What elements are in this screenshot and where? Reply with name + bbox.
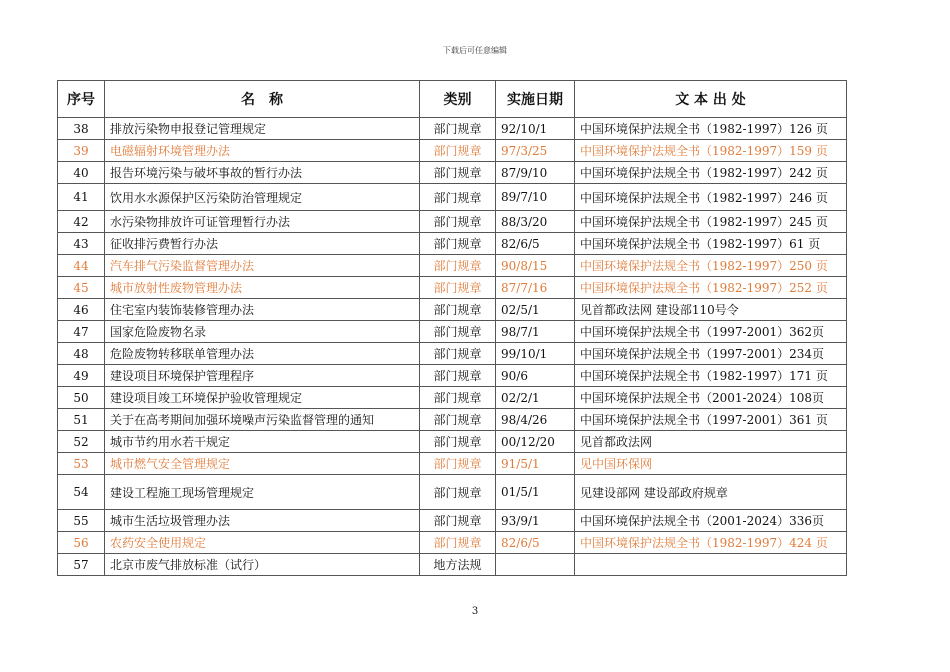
cell-regulation-name: 城市节约用水若干规定 xyxy=(105,431,420,453)
cell-category: 部门规章 xyxy=(420,118,496,140)
cell-effective-date: 82/6/5 xyxy=(496,532,575,554)
cell-serial-number: 42 xyxy=(58,211,105,233)
cell-regulation-name: 国家危险废物名录 xyxy=(105,321,420,343)
cell-effective-date: 01/5/1 xyxy=(496,475,575,510)
cell-category: 部门规章 xyxy=(420,532,496,554)
cell-regulation-name: 建设项目竣工环境保护验收管理规定 xyxy=(105,387,420,409)
cell-source: 中国环境保护法规全书（1982-1997）126 页 xyxy=(575,118,847,140)
cell-serial-number: 44 xyxy=(58,255,105,277)
cell-source: 见首都政法网 xyxy=(575,431,847,453)
cell-effective-date: 93/9/1 xyxy=(496,510,575,532)
cell-source: 见中国环保网 xyxy=(575,453,847,475)
cell-effective-date: 87/9/10 xyxy=(496,162,575,184)
cell-category: 部门规章 xyxy=(420,140,496,162)
cell-category: 部门规章 xyxy=(420,453,496,475)
cell-serial-number: 57 xyxy=(58,554,105,576)
cell-source: 中国环境保护法规全书（2001-2024）336页 xyxy=(575,510,847,532)
regulations-table xyxy=(57,80,847,576)
cell-serial-number: 38 xyxy=(58,118,105,140)
cell-serial-number: 43 xyxy=(58,233,105,255)
table-row xyxy=(58,277,847,299)
cell-regulation-name: 建设项目环境保护管理程序 xyxy=(105,365,420,387)
table-header-row xyxy=(58,81,847,118)
cell-category: 部门规章 xyxy=(420,211,496,233)
cell-effective-date: 88/3/20 xyxy=(496,211,575,233)
table-row xyxy=(58,233,847,255)
cell-regulation-name: 城市燃气安全管理规定 xyxy=(105,453,420,475)
cell-effective-date: 91/5/1 xyxy=(496,453,575,475)
cell-source: 中国环境保护法规全书（1982-1997）159 页 xyxy=(575,140,847,162)
cell-effective-date: 98/4/26 xyxy=(496,409,575,431)
cell-effective-date: 99/10/1 xyxy=(496,343,575,365)
cell-source: 中国环境保护法规全书（1997-2001）234页 xyxy=(575,343,847,365)
cell-category: 部门规章 xyxy=(420,510,496,532)
cell-source: 中国环境保护法规全书（1982-1997）245 页 xyxy=(575,211,847,233)
cell-regulation-name: 关于在高考期间加强环境噪声污染监督管理的通知 xyxy=(105,409,420,431)
cell-effective-date xyxy=(496,554,575,576)
cell-effective-date: 02/5/1 xyxy=(496,299,575,321)
table-row xyxy=(58,554,847,576)
cell-effective-date: 02/2/1 xyxy=(496,387,575,409)
cell-effective-date: 87/7/16 xyxy=(496,277,575,299)
table-row xyxy=(58,343,847,365)
cell-serial-number: 53 xyxy=(58,453,105,475)
cell-source: 中国环境保护法规全书（1982-1997）246 页 xyxy=(575,184,847,211)
cell-source: 中国环境保护法规全书（1982-1997）171 页 xyxy=(575,365,847,387)
cell-source: 中国环境保护法规全书（1997-2001）362页 xyxy=(575,321,847,343)
table-row xyxy=(58,409,847,431)
cell-regulation-name: 排放污染物申报登记管理规定 xyxy=(105,118,420,140)
cell-regulation-name: 征收排污费暂行办法 xyxy=(105,233,420,255)
table-row xyxy=(58,532,847,554)
table-row xyxy=(58,162,847,184)
cell-serial-number: 40 xyxy=(58,162,105,184)
cell-source: 中国环境保护法规全书（1982-1997）250 页 xyxy=(575,255,847,277)
cell-source: 中国环境保护法规全书（1982-1997）252 页 xyxy=(575,277,847,299)
cell-category: 部门规章 xyxy=(420,321,496,343)
cell-effective-date: 00/12/20 xyxy=(496,431,575,453)
cell-effective-date: 89/7/10 xyxy=(496,184,575,211)
cell-regulation-name: 建设工程施工现场管理规定 xyxy=(105,475,420,510)
cell-category: 部门规章 xyxy=(420,233,496,255)
cell-source: 中国环境保护法规全书（1997-2001）361 页 xyxy=(575,409,847,431)
cell-category: 地方法规 xyxy=(420,554,496,576)
cell-serial-number: 41 xyxy=(58,184,105,211)
cell-source: 中国环境保护法规全书（1982-1997）424 页 xyxy=(575,532,847,554)
cell-regulation-name: 危险废物转移联单管理办法 xyxy=(105,343,420,365)
table-row xyxy=(58,184,847,211)
cell-regulation-name: 城市放射性废物管理办法 xyxy=(105,277,420,299)
cell-source: 中国环境保护法规全书（2001-2024）108页 xyxy=(575,387,847,409)
cell-serial-number: 55 xyxy=(58,510,105,532)
cell-regulation-name: 电磁辐射环境管理办法 xyxy=(105,140,420,162)
cell-category: 部门规章 xyxy=(420,255,496,277)
cell-effective-date: 90/6 xyxy=(496,365,575,387)
cell-category: 部门规章 xyxy=(420,184,496,211)
cell-category: 部门规章 xyxy=(420,475,496,510)
cell-serial-number: 51 xyxy=(58,409,105,431)
cell-serial-number: 50 xyxy=(58,387,105,409)
cell-category: 部门规章 xyxy=(420,365,496,387)
cell-effective-date: 90/8/15 xyxy=(496,255,575,277)
header-effective-date: 实施日期 xyxy=(496,81,575,118)
cell-source xyxy=(575,554,847,576)
table-row xyxy=(58,211,847,233)
header-source: 文 本 出 处 xyxy=(575,81,847,118)
cell-source: 中国环境保护法规全书（1982-1997）61 页 xyxy=(575,233,847,255)
cell-regulation-name: 北京市废气排放标准（试行） xyxy=(105,554,420,576)
cell-category: 部门规章 xyxy=(420,431,496,453)
table-row xyxy=(58,475,847,510)
header-category: 类别 xyxy=(420,81,496,118)
cell-effective-date: 92/10/1 xyxy=(496,118,575,140)
cell-source: 见首都政法网 建设部110号令 xyxy=(575,299,847,321)
cell-serial-number: 48 xyxy=(58,343,105,365)
cell-regulation-name: 城市生活垃圾管理办法 xyxy=(105,510,420,532)
cell-category: 部门规章 xyxy=(420,343,496,365)
cell-effective-date: 98/7/1 xyxy=(496,321,575,343)
table-row xyxy=(58,510,847,532)
cell-regulation-name: 住宅室内装饰装修管理办法 xyxy=(105,299,420,321)
cell-category: 部门规章 xyxy=(420,409,496,431)
table-row xyxy=(58,299,847,321)
table-row xyxy=(58,453,847,475)
header-serial-number: 序号 xyxy=(58,81,105,118)
cell-serial-number: 39 xyxy=(58,140,105,162)
cell-serial-number: 46 xyxy=(58,299,105,321)
cell-source: 见建设部网 建设部政府规章 xyxy=(575,475,847,510)
table-body xyxy=(58,118,847,576)
cell-serial-number: 49 xyxy=(58,365,105,387)
cell-effective-date: 82/6/5 xyxy=(496,233,575,255)
cell-serial-number: 47 xyxy=(58,321,105,343)
cell-category: 部门规章 xyxy=(420,387,496,409)
header-name: 名 称 xyxy=(105,81,420,118)
cell-serial-number: 54 xyxy=(58,475,105,510)
cell-source: 中国环境保护法规全书（1982-1997）242 页 xyxy=(575,162,847,184)
table-row xyxy=(58,118,847,140)
cell-category: 部门规章 xyxy=(420,277,496,299)
table-row xyxy=(58,431,847,453)
cell-category: 部门规章 xyxy=(420,299,496,321)
cell-regulation-name: 农药安全使用规定 xyxy=(105,532,420,554)
table-row xyxy=(58,321,847,343)
cell-serial-number: 45 xyxy=(58,277,105,299)
table-row xyxy=(58,365,847,387)
cell-serial-number: 56 xyxy=(58,532,105,554)
cell-serial-number: 52 xyxy=(58,431,105,453)
cell-effective-date: 97/3/25 xyxy=(496,140,575,162)
cell-regulation-name: 报告环境污染与破坏事故的暂行办法 xyxy=(105,162,420,184)
page-header-note: 下载后可任意编辑 xyxy=(443,46,507,55)
cell-category: 部门规章 xyxy=(420,162,496,184)
page-number: 3 xyxy=(471,606,479,617)
cell-regulation-name: 汽车排气污染监督管理办法 xyxy=(105,255,420,277)
cell-regulation-name: 饮用水水源保护区污染防治管理规定 xyxy=(105,184,420,211)
table-row xyxy=(58,140,847,162)
cell-regulation-name: 水污染物排放许可证管理暂行办法 xyxy=(105,211,420,233)
table-row xyxy=(58,387,847,409)
table-row xyxy=(58,255,847,277)
